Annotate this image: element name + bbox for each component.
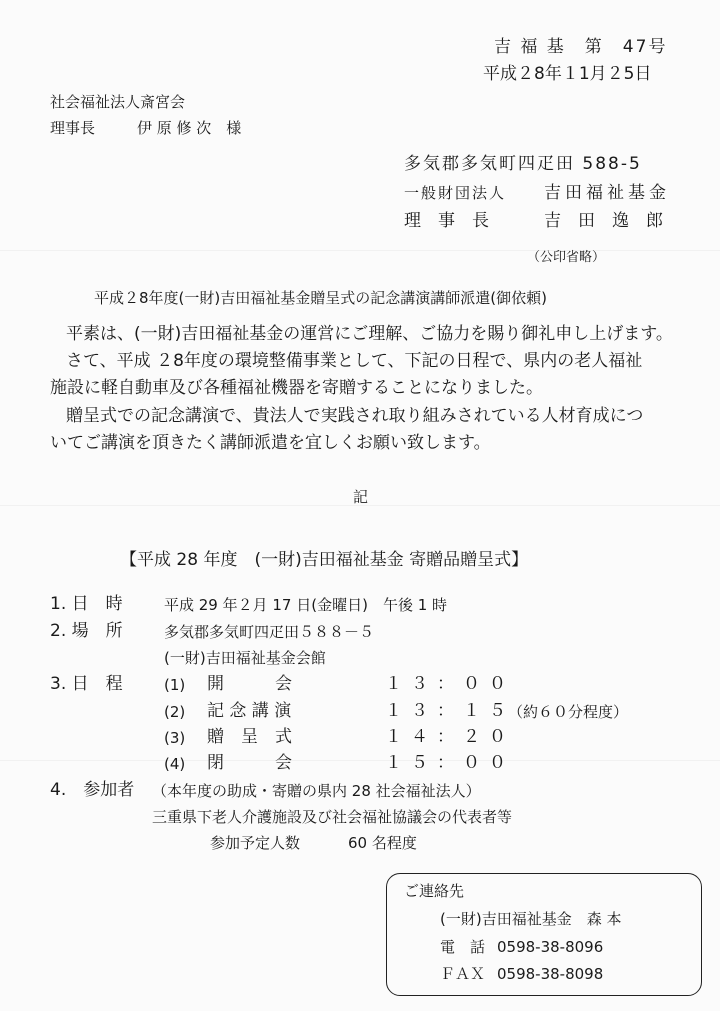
recipient-title: 理事長 xyxy=(50,119,96,137)
paper-fold-line xyxy=(0,760,720,761)
contact-tel: 0598-38-8096 xyxy=(497,938,604,956)
schedule-row-note: （約６０分程度） xyxy=(508,703,629,721)
recipient-name: 伊 原 修 次 様 xyxy=(137,119,242,137)
recipient-org: 社会福祉法人斎宮会 xyxy=(50,93,186,111)
schedule-row-no: (2) xyxy=(164,703,186,721)
item-participants-value: （本年度の助成・寄贈の県内 28 社会福祉法人） xyxy=(152,782,481,800)
body-line: 平素は、(一財)吉田福祉基金の運営にご理解、ご協力を賜り御礼申し上げます。 xyxy=(66,324,673,344)
document-number: 吉 福 基 第 47号 xyxy=(494,37,668,57)
contact-fax: 0598-38-8098 xyxy=(497,965,604,983)
body-line: 贈呈式での記念講演で、貴法人で実践され取り組みされている人材育成につ xyxy=(66,406,644,426)
seal-omitted-note: （公印省略） xyxy=(527,250,606,265)
schedule-row-no: (1) xyxy=(164,676,186,694)
body-line: 施設に軽自動車及び各種福祉機器を寄贈することになりました。 xyxy=(50,378,543,398)
document-date: 平成２8年１1月２5日 xyxy=(483,64,652,84)
sender-org-type: 一般財団法人 xyxy=(404,184,507,202)
item-schedule-label: 3. 日 程 xyxy=(50,674,123,694)
schedule-row-time: １４：２０ xyxy=(385,727,515,747)
schedule-row-name: 記 念 講 演 xyxy=(207,701,292,721)
item-participants-detail: 三重県下老人介護施設及び社会福祉協議会の代表者等 xyxy=(152,808,513,826)
contact-tel-label: 電 話 xyxy=(440,938,486,956)
schedule-row-time: １３：００ xyxy=(385,674,515,694)
contact-heading: ご連絡先 xyxy=(404,882,465,900)
sender-title: 理 事 長 xyxy=(404,211,489,231)
schedule-row-time: １５：００ xyxy=(385,753,515,773)
subject-line: 平成２8年度(一財)吉田福祉基金贈呈式の記念講演講師派遣(御依頼) xyxy=(94,289,547,307)
body-line: いてご講演を頂きたく講師派遣を宜しくお願い致します。 xyxy=(50,433,491,453)
item-date-label: 1. 日 時 xyxy=(50,594,123,614)
contact-org: (一財)吉田福祉基金 森 本 xyxy=(440,910,622,928)
sender-name: 吉 田 逸 郎 xyxy=(544,211,663,231)
schedule-row-time: １３：１５ xyxy=(385,701,515,721)
item-date-value: 平成 29 年２月 17 日(金曜日) 午後 1 時 xyxy=(164,596,448,614)
item-place-venue: (一財)吉田福祉基金会館 xyxy=(164,649,326,667)
participant-count-label: 参加予定人数 xyxy=(210,834,301,852)
contact-fax-label: ＦＡＸ xyxy=(440,965,486,983)
participant-count-value: 60 名程度 xyxy=(348,834,417,852)
schedule-row-name: 贈 呈 式 xyxy=(207,727,292,747)
schedule-row-name: 閉 会 xyxy=(207,753,292,773)
body-line: さて、平成 ２8年度の環境整備事業として、下記の日程で、県内の老人福祉 xyxy=(66,351,643,371)
item-place-address: 多気郡多気町四疋田５８８－５ xyxy=(164,623,375,641)
schedule-row-no: (4) xyxy=(164,755,186,773)
event-title: 【平成 28 年度 (一財)吉田福祉基金 寄贈品贈呈式】 xyxy=(120,550,529,570)
ki-heading: 記 xyxy=(353,488,369,506)
item-place-label: 2. 場 所 xyxy=(50,621,123,641)
schedule-row-name: 開 会 xyxy=(207,674,292,694)
sender-address: 多気郡多気町四疋田 588-5 xyxy=(404,154,642,174)
sender-org-name: 吉田福祉基金 xyxy=(544,183,670,203)
item-participants-label: 4. 参加者 xyxy=(50,780,135,800)
schedule-row-no: (3) xyxy=(164,729,186,747)
paper-fold-line xyxy=(0,250,720,251)
